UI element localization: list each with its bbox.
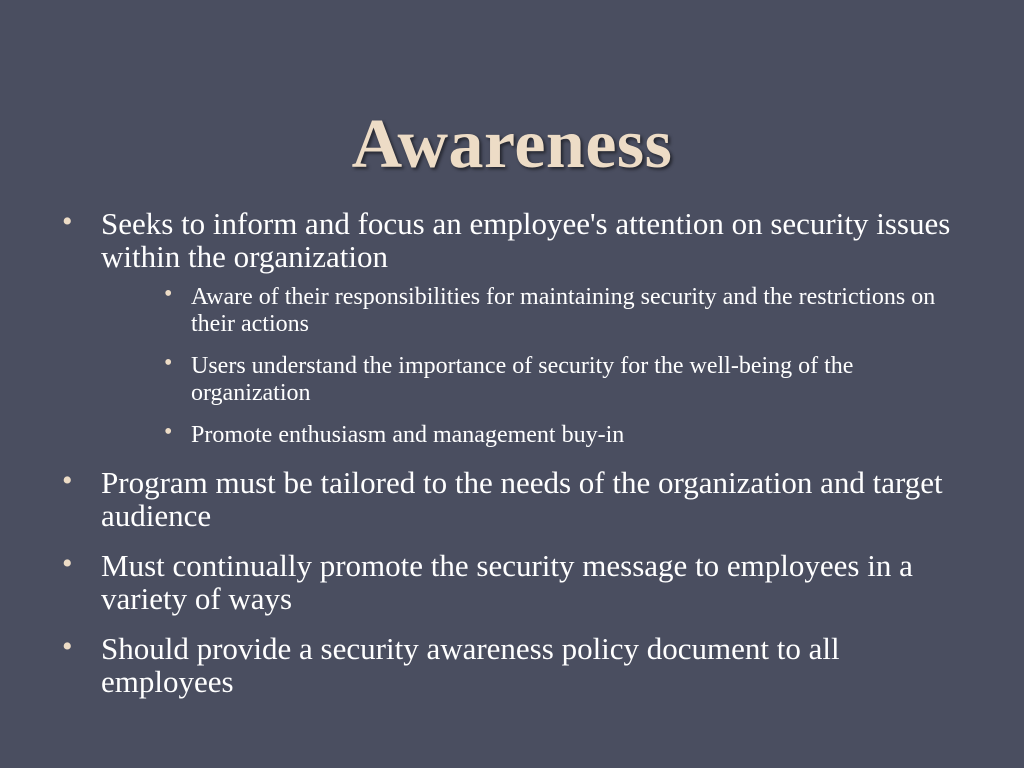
bullet-icon: • bbox=[62, 464, 73, 497]
bullet-icon: • bbox=[164, 419, 173, 445]
bullet-icon: • bbox=[62, 205, 73, 238]
sub-bullet-item bbox=[101, 419, 974, 449]
sub-bullet-text: Users understand the importance of security for the well-being of the organization bbox=[191, 353, 854, 406]
bullet-icon: • bbox=[164, 281, 173, 307]
bullet-text: Program must be tailored to the needs of the organization and target audience bbox=[101, 465, 943, 533]
bullet-icon: • bbox=[62, 547, 73, 580]
bullet-item bbox=[0, 549, 1024, 615]
bullet-text: Should provide a security awareness policy document to all employees bbox=[101, 631, 840, 699]
sub-bullet-item bbox=[101, 350, 974, 407]
sub-bullet-text: Promote enthusiasm and management buy-in bbox=[191, 422, 625, 448]
bullet-text: Seeks to inform and focus an employee's attention on security issues within the organization bbox=[101, 206, 951, 274]
bullet-icon: • bbox=[164, 350, 173, 376]
sub-bullet-list bbox=[101, 281, 974, 449]
bullet-text: Must continually promote the security message to employees in a variety of ways bbox=[101, 548, 913, 616]
slide-title: Awareness bbox=[351, 105, 673, 183]
bullet-list bbox=[0, 207, 1024, 698]
sub-bullet-text: Aware of their responsibilities for maintaining security and the restrictions on their actions bbox=[191, 284, 936, 337]
bullet-item bbox=[0, 632, 1024, 698]
sub-bullet-item bbox=[101, 281, 974, 338]
bullet-item bbox=[0, 207, 1024, 449]
bullet-icon: • bbox=[62, 630, 73, 663]
bullet-item bbox=[0, 466, 1024, 532]
